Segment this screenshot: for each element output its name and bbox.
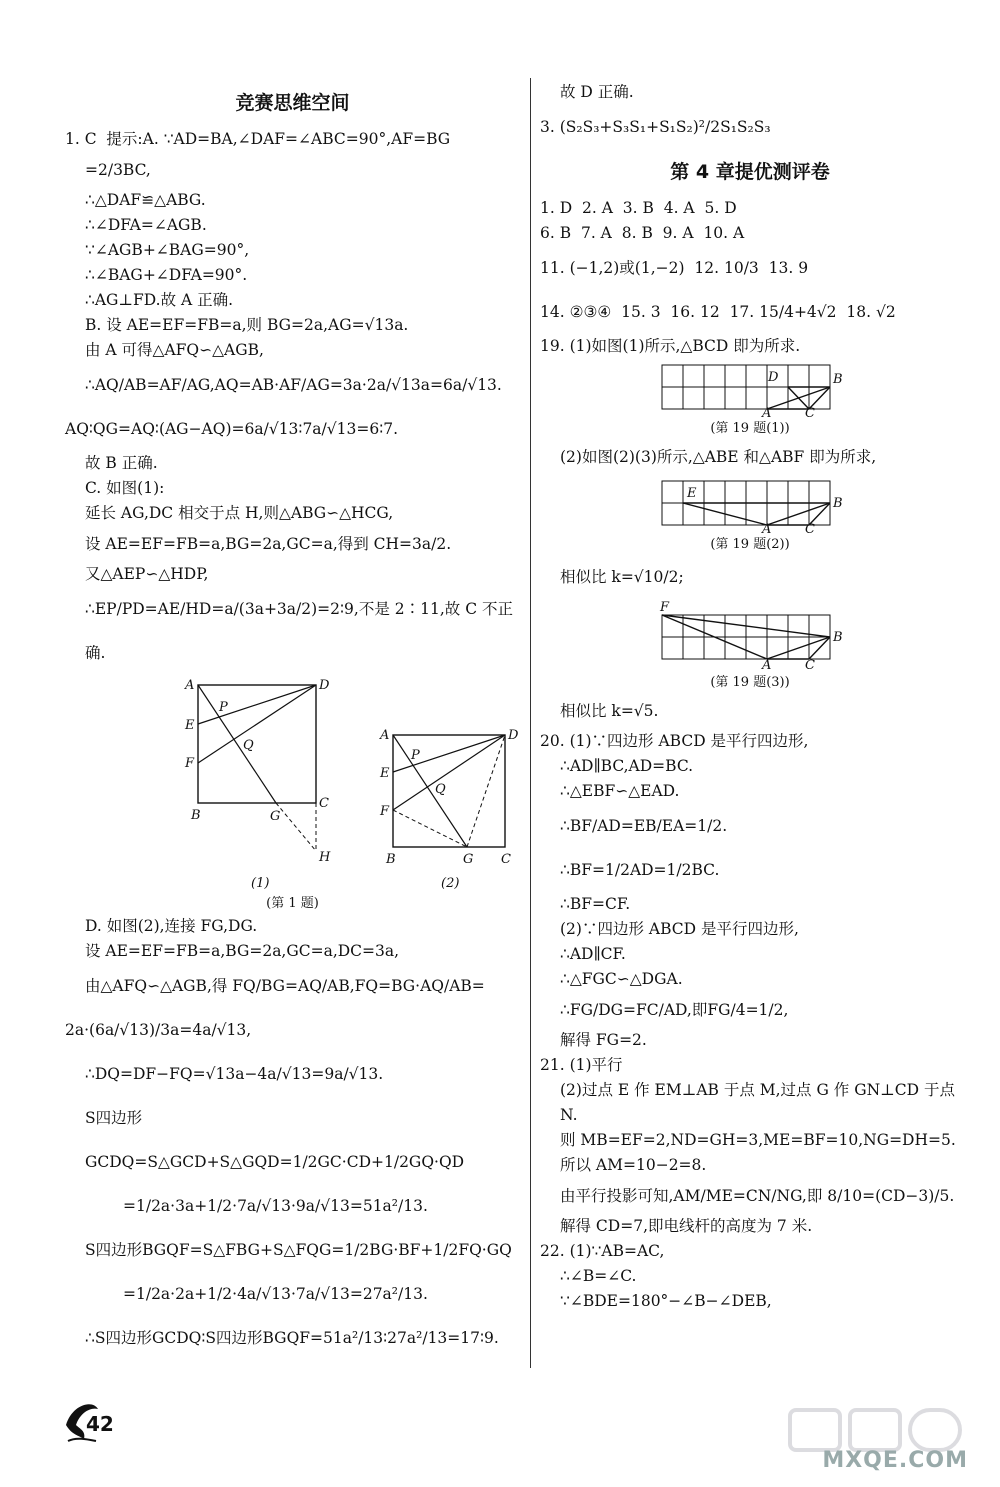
text-line: C. 如图(1): <box>85 479 165 497</box>
svg-text:D: D <box>507 728 518 743</box>
text-line: ∴∠DFA=∠AGB. <box>85 216 207 234</box>
svg-text:E: E <box>687 486 697 501</box>
text-line: ∴EP/PD=AE/HD=a/(3a+3a/2)=2∶9,不是 2∶11,故 C 不正确. <box>85 600 513 662</box>
svg-text:E: E <box>379 766 389 781</box>
svg-text:F: F <box>184 756 194 771</box>
figure-caption: (第 19 题(1)) <box>710 421 790 436</box>
svg-text:A: A <box>762 658 772 673</box>
text-line: ∵∠BDE=180°−∠B−∠DEB, <box>560 1292 772 1310</box>
text-line: ∴AD∥CF. <box>560 945 626 963</box>
svg-text:C: C <box>318 796 329 811</box>
text-line: ∴S四边形GCDQ∶S四边形BGQF=51a²/13∶27a²/13=17∶9. <box>85 1329 499 1347</box>
text-line: 相似比 k=√5. <box>560 702 659 720</box>
fig2-label: (2) <box>440 876 459 891</box>
grid-figure-19-1 <box>650 361 850 421</box>
answer-line: 14. ②③④ 15. 3 16. 12 17. 15/4+4√2 18. √2 <box>540 303 896 321</box>
text-line: ∴△EBF∽△EAD. <box>560 782 680 800</box>
text-line: ∴DQ=DF−FQ=√13a−4a/√13=9a/√13. <box>85 1065 384 1083</box>
svg-text:B: B <box>833 372 843 387</box>
grid-figure-19-3 <box>650 601 850 671</box>
svg-text:D: D <box>768 370 779 385</box>
svg-text:B: B <box>833 630 843 645</box>
text-line: 故 B 正确. <box>85 454 158 472</box>
text-line: 所以 AM=10−2=8. <box>560 1156 707 1174</box>
text-line: ∴AG⊥FD.故 A 正确. <box>85 291 234 309</box>
text-line: ∴FG/DG=FC/AD,即FG/4=1/2, <box>560 1001 789 1019</box>
svg-text:F: F <box>660 600 670 615</box>
geometry-figure-q1 <box>113 677 518 892</box>
svg-text:C: C <box>805 522 815 537</box>
svg-text:A: A <box>379 728 389 743</box>
watermark-text: MXQE.COM <box>822 1448 968 1473</box>
svg-text:G: G <box>269 809 280 824</box>
fig1-label: (1) <box>250 876 269 891</box>
section-title: 竞赛思维空间 <box>235 92 350 114</box>
svg-text:C: C <box>500 852 511 867</box>
text-line: ∴BF/AD=EB/EA=1/2. <box>560 817 728 835</box>
figure-caption: (第 1 题) <box>266 896 319 911</box>
text-line: ∴∠BAG+∠DFA=90°. <box>85 266 248 284</box>
text-line: ∴△FGC∽△DGA. <box>560 970 683 988</box>
grid-figure-19-2 <box>650 477 850 537</box>
text-line: ∵∠AGB+∠BAG=90°, <box>85 241 250 259</box>
right-column <box>540 80 960 1314</box>
text-line: 由△AFQ∽△AGB,得 FQ/BG=AQ/AB,FQ=BG·AQ/AB= <box>85 977 485 995</box>
text-line: 解得 FG=2. <box>560 1031 647 1049</box>
svg-text:A: A <box>762 522 772 537</box>
page-number: 42 <box>86 1412 114 1436</box>
text-line: =2/3BC, <box>85 161 151 179</box>
text-line: ∴∠B=∠C. <box>560 1267 637 1285</box>
text-line: ∴△DAF≌△ABG. <box>85 191 206 209</box>
svg-text:H: H <box>318 850 330 865</box>
svg-text:Q: Q <box>434 782 446 797</box>
svg-text:F: F <box>379 804 389 819</box>
text-line: 则 MB=EF=2,ND=GH=3,ME=BF=10,NG=DH=5. <box>560 1131 956 1149</box>
text-line: AQ∶QG=AQ∶(AG−AQ)=6a/√13∶7a/√13=6∶7. <box>65 420 399 438</box>
text-line: 21. (1)平行 <box>540 1056 623 1074</box>
text-line: 相似比 k=√10/2; <box>560 568 684 586</box>
text-line: ∴AD∥BC,AD=BC. <box>560 757 694 775</box>
figure-caption: (第 19 题(3)) <box>710 675 790 690</box>
text-line: ∴BF=CF. <box>560 895 631 913</box>
text-line: 设 AE=EF=FB=a,BG=2a,GC=a,DC=3a, <box>85 942 400 960</box>
text-line: 2a·(6a/√13)/3a=4a/√13, <box>65 1021 252 1039</box>
text-line: (2)∵四边形 ABCD 是平行四边形, <box>560 920 799 938</box>
figure-2 <box>379 728 519 867</box>
text-line: ∴AQ/AB=AF/AG,AQ=AB·AF/AG=3a·2a/√13a=6a/√13. <box>85 376 502 394</box>
figure-caption: (第 19 题(2)) <box>710 537 790 552</box>
text-line: 设 AE=EF=FB=a,BG=2a,GC=a,得到 CH=3a/2. <box>85 535 452 553</box>
text-line: 解得 CD=7,即电线杆的高度为 7 米. <box>560 1217 813 1235</box>
text-line: S四边形BGQF=S△FBG+S△FQG=1/2BG·BF+1/2FQ·GQ <box>85 1241 512 1259</box>
answer-line: 11. (−1,2)或(1,−2) 12. 10/3 13. 9 <box>540 259 809 277</box>
svg-text:B: B <box>190 808 201 823</box>
text-line: 3. (S₂S₃+S₃S₁+S₁S₂)²/2S₁S₂S₃ <box>540 118 771 136</box>
text-line: 又△AEP∽△HDP, <box>85 565 209 583</box>
left-column <box>65 80 520 1360</box>
column-divider <box>530 78 531 1368</box>
svg-text:B: B <box>385 852 396 867</box>
text-line: 20. (1)∵四边形 ABCD 是平行四边形, <box>540 732 809 750</box>
text-line: 由平行投影可知,AM/ME=CN/NG,即 8/10=(CD−3)/5. <box>560 1187 955 1205</box>
text-line: 22. (1)∵AB=AC, <box>540 1242 665 1260</box>
text-line: =1/2a·3a+1/2·7a/√13·9a/√13=51a²/13. <box>123 1197 428 1215</box>
svg-text:P: P <box>218 700 228 715</box>
text-line: B. 设 AE=EF=FB=a,则 BG=2a,AG=√13a. <box>85 316 409 334</box>
svg-text:A: A <box>762 406 772 421</box>
svg-text:E: E <box>184 718 194 733</box>
svg-text:Q: Q <box>242 738 254 753</box>
text-line: 19. (1)如图(1)所示,△BCD 即为所求. <box>540 337 801 355</box>
svg-text:C: C <box>805 406 815 421</box>
text-line: S四边形GCDQ=S△GCD+S△GQD=1/2GC·CD+1/2GQ·QD <box>85 1109 465 1171</box>
svg-text:C: C <box>805 658 815 673</box>
svg-text:G: G <box>462 852 473 867</box>
answer-line: 6. B 7. A 8. B 9. A 10. A <box>540 224 745 242</box>
text-line: 故 D 正确. <box>560 83 634 101</box>
text-line: 1. C 提示:A. ∵AD=BA,∠DAF=∠ABC=90°,AF=BG <box>65 130 451 148</box>
answer-line: 1. D 2. A 3. B 4. A 5. D <box>540 199 737 217</box>
text-line: (2)如图(2)(3)所示,△ABE 和△ABF 即为所求, <box>560 448 877 466</box>
text-line: =1/2a·2a+1/2·4a/√13·7a/√13=27a²/13. <box>123 1285 428 1303</box>
text-line: 由 A 可得△AFQ∽△AGB, <box>85 341 264 359</box>
text-line: 延长 AG,DC 相交于点 H,则△ABG∽△HCG, <box>85 504 394 522</box>
text-line: D. 如图(2),连接 FG,DG. <box>85 917 258 935</box>
svg-text:P: P <box>410 748 420 763</box>
figure-1 <box>184 678 331 865</box>
text-line: ∴BF=1/2AD=1/2BC. <box>560 861 720 879</box>
svg-text:B: B <box>833 496 843 511</box>
text-line: (2)过点 E 作 EM⊥AB 于点 M,过点 G 作 GN⊥CD 于点 N. <box>560 1081 960 1124</box>
svg-text:D: D <box>318 678 329 693</box>
svg-text:A: A <box>184 678 194 693</box>
chapter-title: 第 4 章提优测评卷 <box>670 161 830 183</box>
